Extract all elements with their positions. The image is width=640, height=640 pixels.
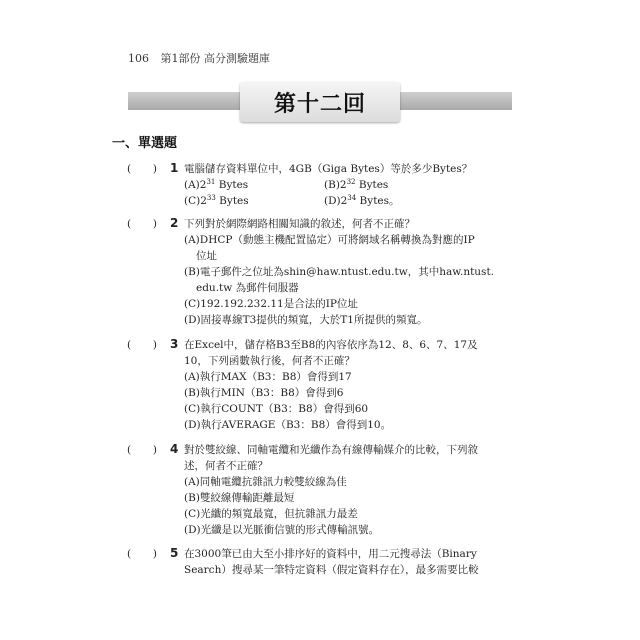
option-a: (A)DHCP（動態主機配置協定）可將網域名稱轉換為對應的IP — [184, 234, 475, 246]
round-title: 第十二回 — [273, 91, 366, 117]
question-stem-cont: 述，何者不正確？ — [184, 460, 268, 472]
answer-blank: ( ) — [127, 548, 157, 560]
answer-blank: ( ) — [127, 444, 157, 456]
option-c: (C)192.192.232.11是合法的IP位址 — [184, 298, 358, 310]
option-b: $(B)2^{32}$ Bytes — [324, 178, 389, 191]
option-c: $(C)2^{33}$ Bytes — [184, 194, 249, 207]
round-banner — [128, 82, 512, 122]
section-heading: 一、單選題 — [112, 136, 178, 151]
question-body — [184, 337, 502, 433]
question-number: 2 — [170, 216, 179, 230]
part-label: 第1部份 高分測驗題庫 — [160, 52, 270, 65]
page-number: 106 — [128, 52, 149, 65]
question-stem: 電腦儲存資料單位中，4GB（Giga Bytes）等於多少Bytes？ — [184, 163, 473, 175]
option-b: (B)電子郵件之位址為shin@haw.ntust.edu.tw，其中haw.ntust. — [184, 266, 495, 278]
options-grid — [184, 177, 502, 209]
option-d: (D)固接專線T3提供的頻寬，大於T1所提供的頻寬。 — [184, 314, 428, 326]
answer-blank: ( ) — [127, 339, 157, 351]
question-body — [184, 161, 502, 209]
option-a: $(A)2^{31}$ Bytes — [184, 178, 249, 191]
question-body — [184, 442, 502, 538]
answer-blank: ( ) — [127, 163, 157, 175]
question-number: 4 — [170, 442, 179, 456]
question-body — [184, 216, 502, 328]
option-b-cont: edu.tw 為郵件伺服器 — [196, 282, 299, 294]
question-stem: 對於雙絞線、同軸電纜和光纖作為有線傳輸媒介的比較，下列敘 — [184, 444, 478, 456]
question-number: 5 — [170, 546, 179, 560]
option-a: (A)同軸電纜抗雜訊力較雙絞線為佳 — [184, 476, 347, 488]
banner-box — [240, 82, 400, 122]
question-stem-cont: Search）搜尋某一筆特定資料（假定資料存在），最多需要比較 — [184, 564, 479, 576]
option-c: (C)執行COUNT（B3：B8）會得到60 — [184, 403, 369, 415]
option-b: (B)執行MIN（B3：B8）會得到6 — [184, 387, 344, 399]
option-a: (A)執行MAX（B3：B8）會得到17 — [184, 371, 352, 383]
question-number: 1 — [170, 161, 179, 175]
question-stem: 下列對於網際網路相關知識的敘述，何者不正確？ — [184, 218, 415, 230]
answer-blank: ( ) — [127, 218, 157, 230]
option-c: (C)光纖的頻寬最寬，但抗雜訊力最差 — [184, 508, 358, 520]
option-a-cont: 位址 — [196, 250, 217, 262]
question-stem-cont: 10，下列函數執行後，何者不正確？ — [184, 355, 355, 367]
question-stem: 在3000筆已由大至小排序好的資料中，用二元搜尋法（Binary — [184, 548, 477, 560]
option-d: (D)光纖是以光脈衝信號的形式傳輸訊號。 — [184, 524, 380, 536]
running-head — [128, 50, 270, 66]
option-d: $(D)2^{34}$ Bytes。 — [324, 194, 400, 207]
question-number: 3 — [170, 337, 179, 351]
option-d: (D)執行AVERAGE（B3：B8）會得到10。 — [184, 419, 392, 431]
question-body — [184, 546, 502, 578]
question-stem: 在Excel中，儲存格B3至B8的內容依序為12、8、6、7、17及 — [184, 339, 478, 351]
option-b: (B)雙絞線傳輸距離最短 — [184, 492, 295, 504]
